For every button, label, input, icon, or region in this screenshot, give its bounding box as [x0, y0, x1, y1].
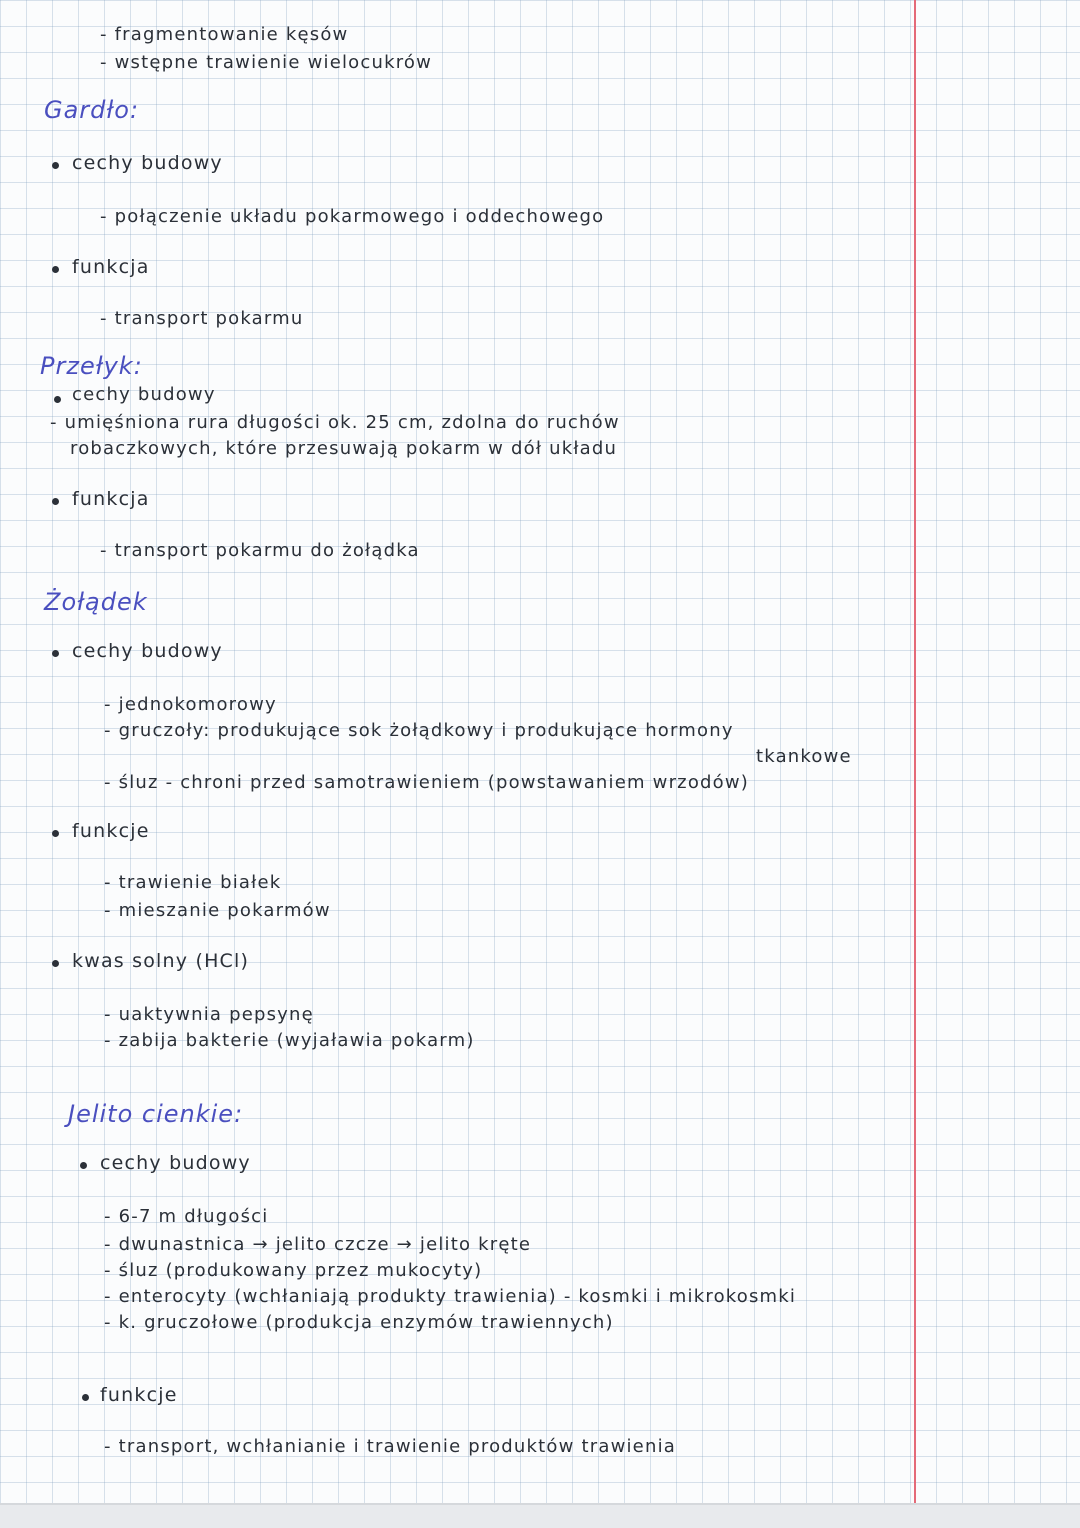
bullet-dot	[52, 498, 59, 505]
subsection-label: funkcje	[100, 1384, 178, 1406]
note-line: - trawienie białek	[104, 872, 282, 893]
section-heading-jelito: Jelito cienkie:	[68, 1100, 244, 1128]
note-line: - transport pokarmu	[100, 308, 304, 329]
note-line: - dwunastnica → jelito czcze → jelito kręte	[104, 1234, 532, 1255]
note-line: - k. gruczołowe (produkcja enzymów trawiennych)	[104, 1312, 614, 1333]
note-line: - fragmentowanie kęsów	[100, 24, 349, 45]
subsection-label: funkcja	[72, 488, 150, 510]
margin-line	[914, 0, 916, 1526]
note-line: - połączenie układu pokarmowego i oddechowego	[100, 206, 605, 227]
note-line: - enterocyty (wchłaniają produkty trawienia) - kosmki i mikrokosmki	[104, 1286, 797, 1307]
note-line: - uaktywnia pepsynę	[104, 1004, 314, 1025]
note-line: - jednokomorowy	[104, 694, 277, 715]
section-heading-przelyk: Przełyk:	[40, 352, 143, 380]
subsection-label: cechy budowy	[100, 1152, 251, 1174]
note-line: - zabija bakterie (wyjaławia pokarm)	[104, 1030, 475, 1051]
bullet-dot	[80, 1162, 87, 1169]
bullet-dot	[52, 650, 59, 657]
section-heading-zoladek: Żołądek	[44, 588, 148, 616]
bullet-dot	[54, 396, 61, 403]
note-line: - umięśniona rura długości ok. 25 cm, zdolna do ruchów	[50, 412, 620, 433]
subsection-label: cechy budowy	[72, 640, 223, 662]
subsection-label: funkcja	[72, 256, 150, 278]
note-line: - mieszanie pokarmów	[104, 900, 331, 921]
subsection-label: kwas solny (HCl)	[72, 950, 250, 972]
note-line: robaczkowych, które przesuwają pokarm w dół układu	[70, 438, 618, 459]
note-line: tkankowe	[756, 746, 852, 767]
note-line: - wstępne trawienie wielocukrów	[100, 52, 433, 73]
bullet-dot	[82, 1394, 89, 1401]
bullet-dot	[52, 960, 59, 967]
subsection-label: cechy budowy	[72, 152, 223, 174]
bullet-dot	[52, 162, 59, 169]
page-bottom-edge	[0, 1503, 1080, 1528]
note-line: - 6-7 m długości	[104, 1206, 269, 1227]
note-line: - śluz (produkowany przez mukocyty)	[104, 1260, 483, 1281]
subsection-label: funkcje	[72, 820, 150, 842]
subsection-label: cechy budowy	[72, 384, 216, 405]
section-heading-gardlo: Gardło:	[44, 96, 140, 124]
bullet-dot	[52, 266, 59, 273]
note-line: - transport, wchłanianie i trawienie produktów trawienia	[104, 1436, 676, 1457]
note-line: - śluz - chroni przed samotrawieniem (powstawaniem wrzodów)	[104, 772, 750, 793]
note-line: - gruczoły: produkujące sok żołądkowy i produkujące hormony	[104, 720, 734, 741]
note-line: - transport pokarmu do żołądka	[100, 540, 420, 561]
bullet-dot	[52, 830, 59, 837]
